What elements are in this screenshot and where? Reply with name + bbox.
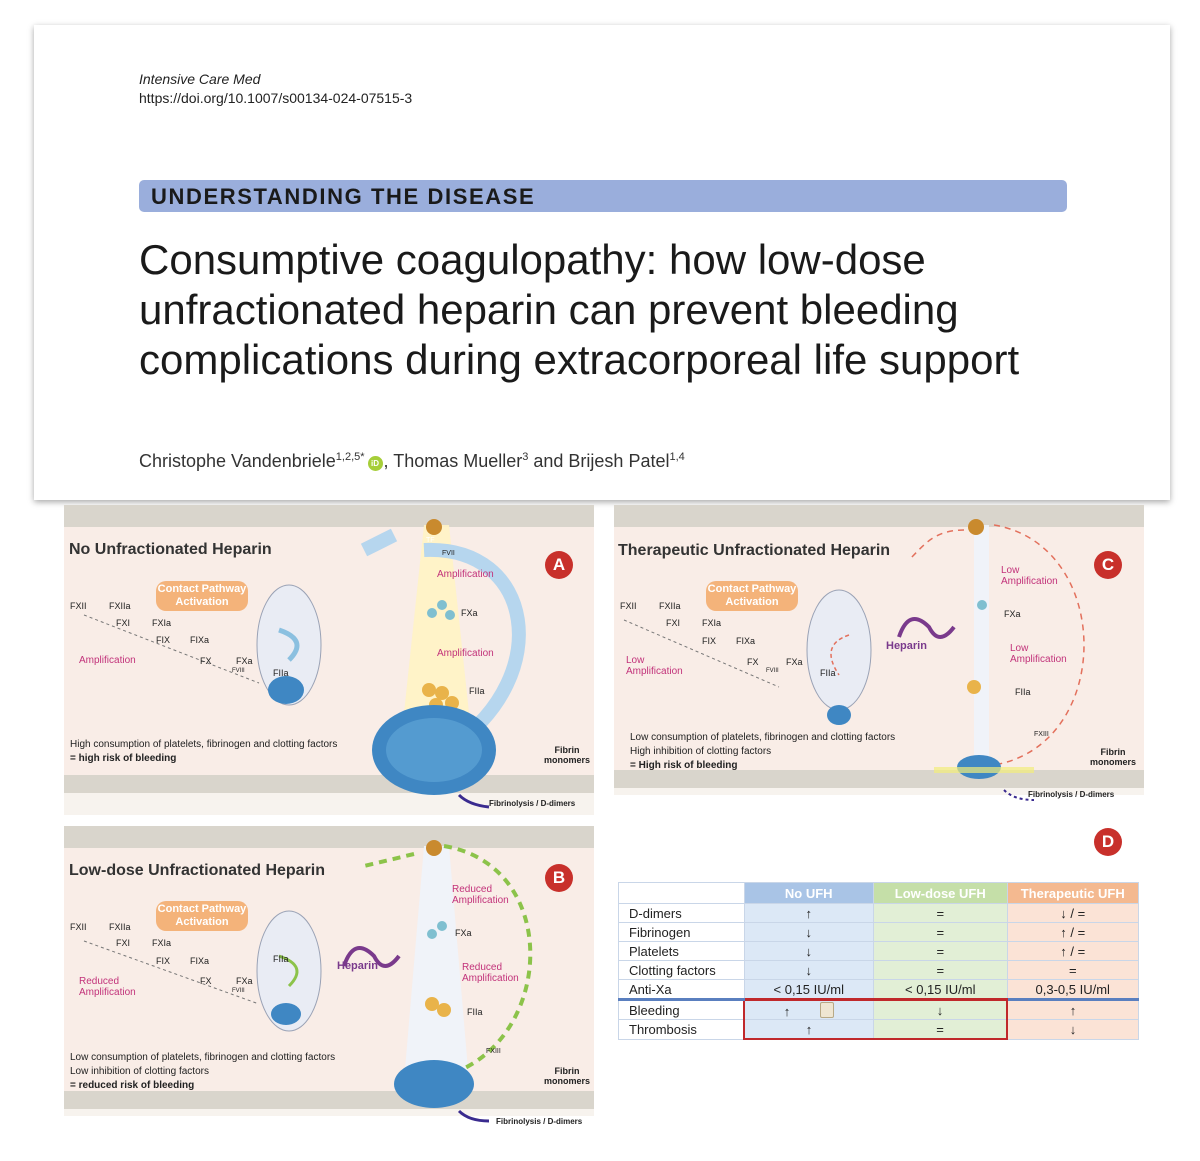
heparin-label: Heparin [337, 960, 378, 972]
contact-pathway-badge: Contact Pathway Activation [706, 581, 798, 611]
amplification-label: Low Amplification [626, 655, 683, 677]
cascade-factor: FIIa [273, 668, 289, 678]
row-label: Clotting factors [619, 961, 745, 980]
factor-dot [437, 600, 447, 610]
article-header [34, 25, 1170, 500]
amplification-label: Low Amplification [1001, 565, 1058, 587]
cell-low-dose-ufh: = [874, 904, 1008, 923]
panel-label-d: D [1094, 828, 1122, 856]
orcid-icon[interactable]: iD [368, 456, 383, 471]
table-row-outcome [619, 1020, 1139, 1040]
fibrinolysis-label: Fibrinolysis / D-dimers [496, 1117, 583, 1126]
panel-b [64, 826, 594, 1136]
cascade-factor: FXI [116, 938, 131, 948]
platelet-dot [435, 686, 449, 700]
caption-conclusion: = reduced risk of bleeding [70, 1080, 195, 1091]
cell-therapeutic-ufh: ↑ / = [1007, 923, 1139, 942]
table-row [619, 980, 1139, 1000]
platelet-dot [437, 1003, 451, 1017]
platelet-clot [827, 705, 851, 725]
caption-line: Low inhibition of clotting factors [70, 1066, 209, 1077]
tissue-factor-site [968, 519, 984, 535]
cell-no-ufh [744, 1000, 874, 1020]
cascade-factor: FIIa [273, 954, 289, 964]
row-label: Fibrinogen [619, 923, 745, 942]
vessel-wall-top [64, 505, 594, 527]
cascade-factor: FVIII [766, 668, 779, 674]
journal-name: Intensive Care Med [139, 71, 261, 87]
caption-line: Low consumption of platelets, fibrinogen and clotting factors [70, 1052, 336, 1063]
author-affiliation: 3 [522, 451, 529, 463]
cell-low-dose-ufh: ↓ [874, 1000, 1008, 1020]
panel-title: Therapeutic Unfractionated Heparin [618, 542, 891, 559]
contact-pathway-badge: Contact Pathway Activation [156, 901, 248, 931]
fxa-label: FXa [1004, 609, 1021, 619]
row-label: Bleeding [619, 1000, 745, 1020]
fxiii-label: FXIII [1034, 731, 1049, 738]
author-name[interactable]: and Brijesh Patel [528, 451, 670, 471]
cell-therapeutic-ufh: ↑ / = [1007, 942, 1139, 961]
panel-label: A [545, 551, 573, 579]
fiia-label: FIIa [469, 686, 485, 696]
cascade-factor: FXI [116, 618, 131, 628]
cascade-factor: FIX [156, 956, 171, 966]
vessel-wall-bottom [64, 775, 594, 793]
table-header-therapeutic-ufh: Therapeutic UFH [1007, 883, 1139, 904]
cell-therapeutic-ufh: 0,3-0,5 IU/ml [1007, 980, 1139, 1000]
cascade-factor: FXII [620, 601, 637, 611]
table-header-row [619, 883, 1139, 904]
cell-no-ufh: ↑ [744, 1020, 874, 1040]
clot-mass [394, 1060, 474, 1108]
amplification-label: Amplification [437, 648, 494, 659]
table-header-empty [619, 883, 745, 904]
section-banner [139, 180, 1067, 212]
table-row [619, 904, 1139, 923]
fvii-label: FVII [442, 550, 455, 557]
table-header-low-dose-ufh: Low-dose UFH [874, 883, 1008, 904]
author-name[interactable]: , Thomas Mueller [383, 451, 523, 471]
row-label: Platelets [619, 942, 745, 961]
cascade-factor: FXa [786, 657, 803, 667]
platelet-dot [422, 683, 436, 697]
cascade-factor: FXII [70, 601, 87, 611]
cascade-factor: FXI [666, 618, 681, 628]
author-name[interactable]: Christophe Vandenbriele [139, 451, 336, 471]
table-row-outcome [619, 1000, 1139, 1020]
contact-pathway-badge: Contact Pathway Activation [156, 581, 248, 611]
table-row [619, 923, 1139, 942]
caption-conclusion: = High risk of bleeding [630, 760, 738, 771]
cascade-factor: FIXa [190, 956, 210, 966]
endothelial-glow [934, 767, 1034, 773]
cell-therapeutic-ufh: = [1007, 961, 1139, 980]
clot-fibrin [386, 718, 482, 782]
panel-a [64, 505, 594, 820]
panel-label: B [545, 864, 573, 892]
cascade-factor: FIIa [820, 668, 836, 678]
heparin-label: Heparin [886, 640, 927, 652]
cell-low-dose-ufh: = [874, 923, 1008, 942]
cascade-factor: FXII [70, 922, 87, 932]
cell-therapeutic-ufh: ↓ [1007, 1020, 1139, 1040]
panel-c [614, 505, 1144, 815]
doi-link[interactable]: https://doi.org/10.1007/s00134-024-07515-3 [139, 90, 413, 106]
cell-no-ufh: ↓ [744, 923, 874, 942]
cascade-factor: FXIIa [109, 922, 131, 932]
fxa-label: FXa [461, 608, 478, 618]
cascade-factor: FXa [236, 656, 253, 666]
tissue-factor-site [426, 519, 442, 535]
platelet-clot [271, 1003, 301, 1025]
amplification-label: Reduced Amplification [462, 962, 519, 984]
cascade-factor: FX [200, 976, 212, 986]
cascade-factor: FXIa [702, 618, 722, 628]
row-label: D-dimers [619, 904, 745, 923]
cascade-factor: FXIIa [109, 601, 131, 611]
fiia-label: FIIa [1015, 687, 1031, 697]
platelet-cell [807, 590, 871, 710]
cascade-factor: FIXa [190, 635, 210, 645]
cell-no-ufh: ↑ [744, 904, 874, 923]
panel-title: Low-dose Unfractionated Heparin [69, 862, 326, 879]
activation-cone [974, 525, 989, 765]
ufh-comparison-table [618, 882, 1139, 1040]
cascade-factor: FX [747, 657, 759, 667]
table-header-no-ufh: No UFH [744, 883, 874, 904]
panel-title: No Unfractionated Heparin [69, 541, 272, 558]
vessel-wall-top [614, 505, 1144, 527]
vessel-wall-top [64, 826, 594, 848]
fxa-label: FXa [455, 928, 472, 938]
row-label: Anti-Xa [619, 980, 745, 1000]
factor-dot [445, 610, 455, 620]
article-title: Consumptive coagulopathy: how low-dose unfractionated heparin can prevent bleeding complications during extracorporeal life support [139, 236, 1020, 383]
fibrin-monomers-label: Fibrin monomers [1089, 747, 1136, 767]
platelet-dot [967, 680, 981, 694]
factor-dot [427, 929, 437, 939]
cell-value: ↑ [783, 1003, 791, 1019]
platelet-dot [425, 997, 439, 1011]
cell-therapeutic-ufh: ↓ / = [1007, 904, 1139, 923]
amplification-label: Amplification [79, 655, 136, 666]
cell-no-ufh: ↓ [744, 942, 874, 961]
cascade-factor: FX [200, 656, 212, 666]
section-label: UNDERSTANDING THE DISEASE [151, 184, 536, 209]
cascade-factor: FVIII [232, 668, 245, 674]
caption-conclusion: = high risk of bleeding [70, 753, 177, 764]
amplification-label: Amplification [437, 569, 494, 580]
caption-line: High consumption of platelets, fibrinogen and clotting factors [70, 739, 338, 750]
platelet-clot [268, 676, 304, 704]
fibrin-monomers-label: Fibrin monomers [543, 745, 590, 765]
table-row [619, 942, 1139, 961]
fibrin-monomers-label: Fibrin monomers [543, 1066, 590, 1086]
cell-no-ufh: < 0,15 IU/ml [744, 980, 874, 1000]
caption-line: Low consumption of platelets, fibrinogen and clotting factors [630, 732, 896, 743]
cell-low-dose-ufh: = [874, 942, 1008, 961]
amplification-label: Reduced Amplification [79, 976, 136, 998]
cascade-factor: FXIIa [659, 601, 681, 611]
vessel-wall-bottom [64, 1091, 594, 1109]
table-row [619, 961, 1139, 980]
tissue-factor-site [426, 840, 442, 856]
cell-low-dose-ufh: = [874, 961, 1008, 980]
tf-label: TF [426, 537, 435, 544]
author-affiliation: 1,4 [669, 451, 685, 463]
cascade-factor: FXIa [152, 618, 172, 628]
row-label: Thrombosis [619, 1020, 745, 1040]
cascade-factor: FIX [702, 636, 717, 646]
cascade-factor: FXIa [152, 938, 172, 948]
fibrinolysis-label: Fibrinolysis / D-dimers [489, 799, 576, 808]
fiia-label: FIIa [467, 1007, 483, 1017]
amplification-label: Reduced Amplification [452, 884, 509, 906]
cascade-factor: FVIII [232, 988, 245, 994]
factor-dot [437, 921, 447, 931]
fxiii-label: FXIII [486, 1048, 501, 1055]
cascade-factor: FIX [156, 635, 171, 645]
clipboard-icon[interactable] [820, 1002, 834, 1018]
cascade-factor: FIXa [736, 636, 756, 646]
cell-therapeutic-ufh: ↑ [1007, 1000, 1139, 1020]
factor-dot [977, 600, 987, 610]
amplification-label: Low Amplification [1010, 643, 1067, 665]
author-list [139, 451, 685, 472]
cascade-factor: FXa [236, 976, 253, 986]
fibrinolysis-label: Fibrinolysis / D-dimers [1028, 790, 1115, 799]
factor-dot [427, 608, 437, 618]
cell-low-dose-ufh: < 0,15 IU/ml [874, 980, 1008, 1000]
caption-line: High inhibition of clotting factors [630, 746, 772, 757]
cell-low-dose-ufh: = [874, 1020, 1008, 1040]
author-affiliation: 1,2,5* [335, 451, 365, 463]
panel-label: C [1094, 551, 1122, 579]
cell-no-ufh: ↓ [744, 961, 874, 980]
